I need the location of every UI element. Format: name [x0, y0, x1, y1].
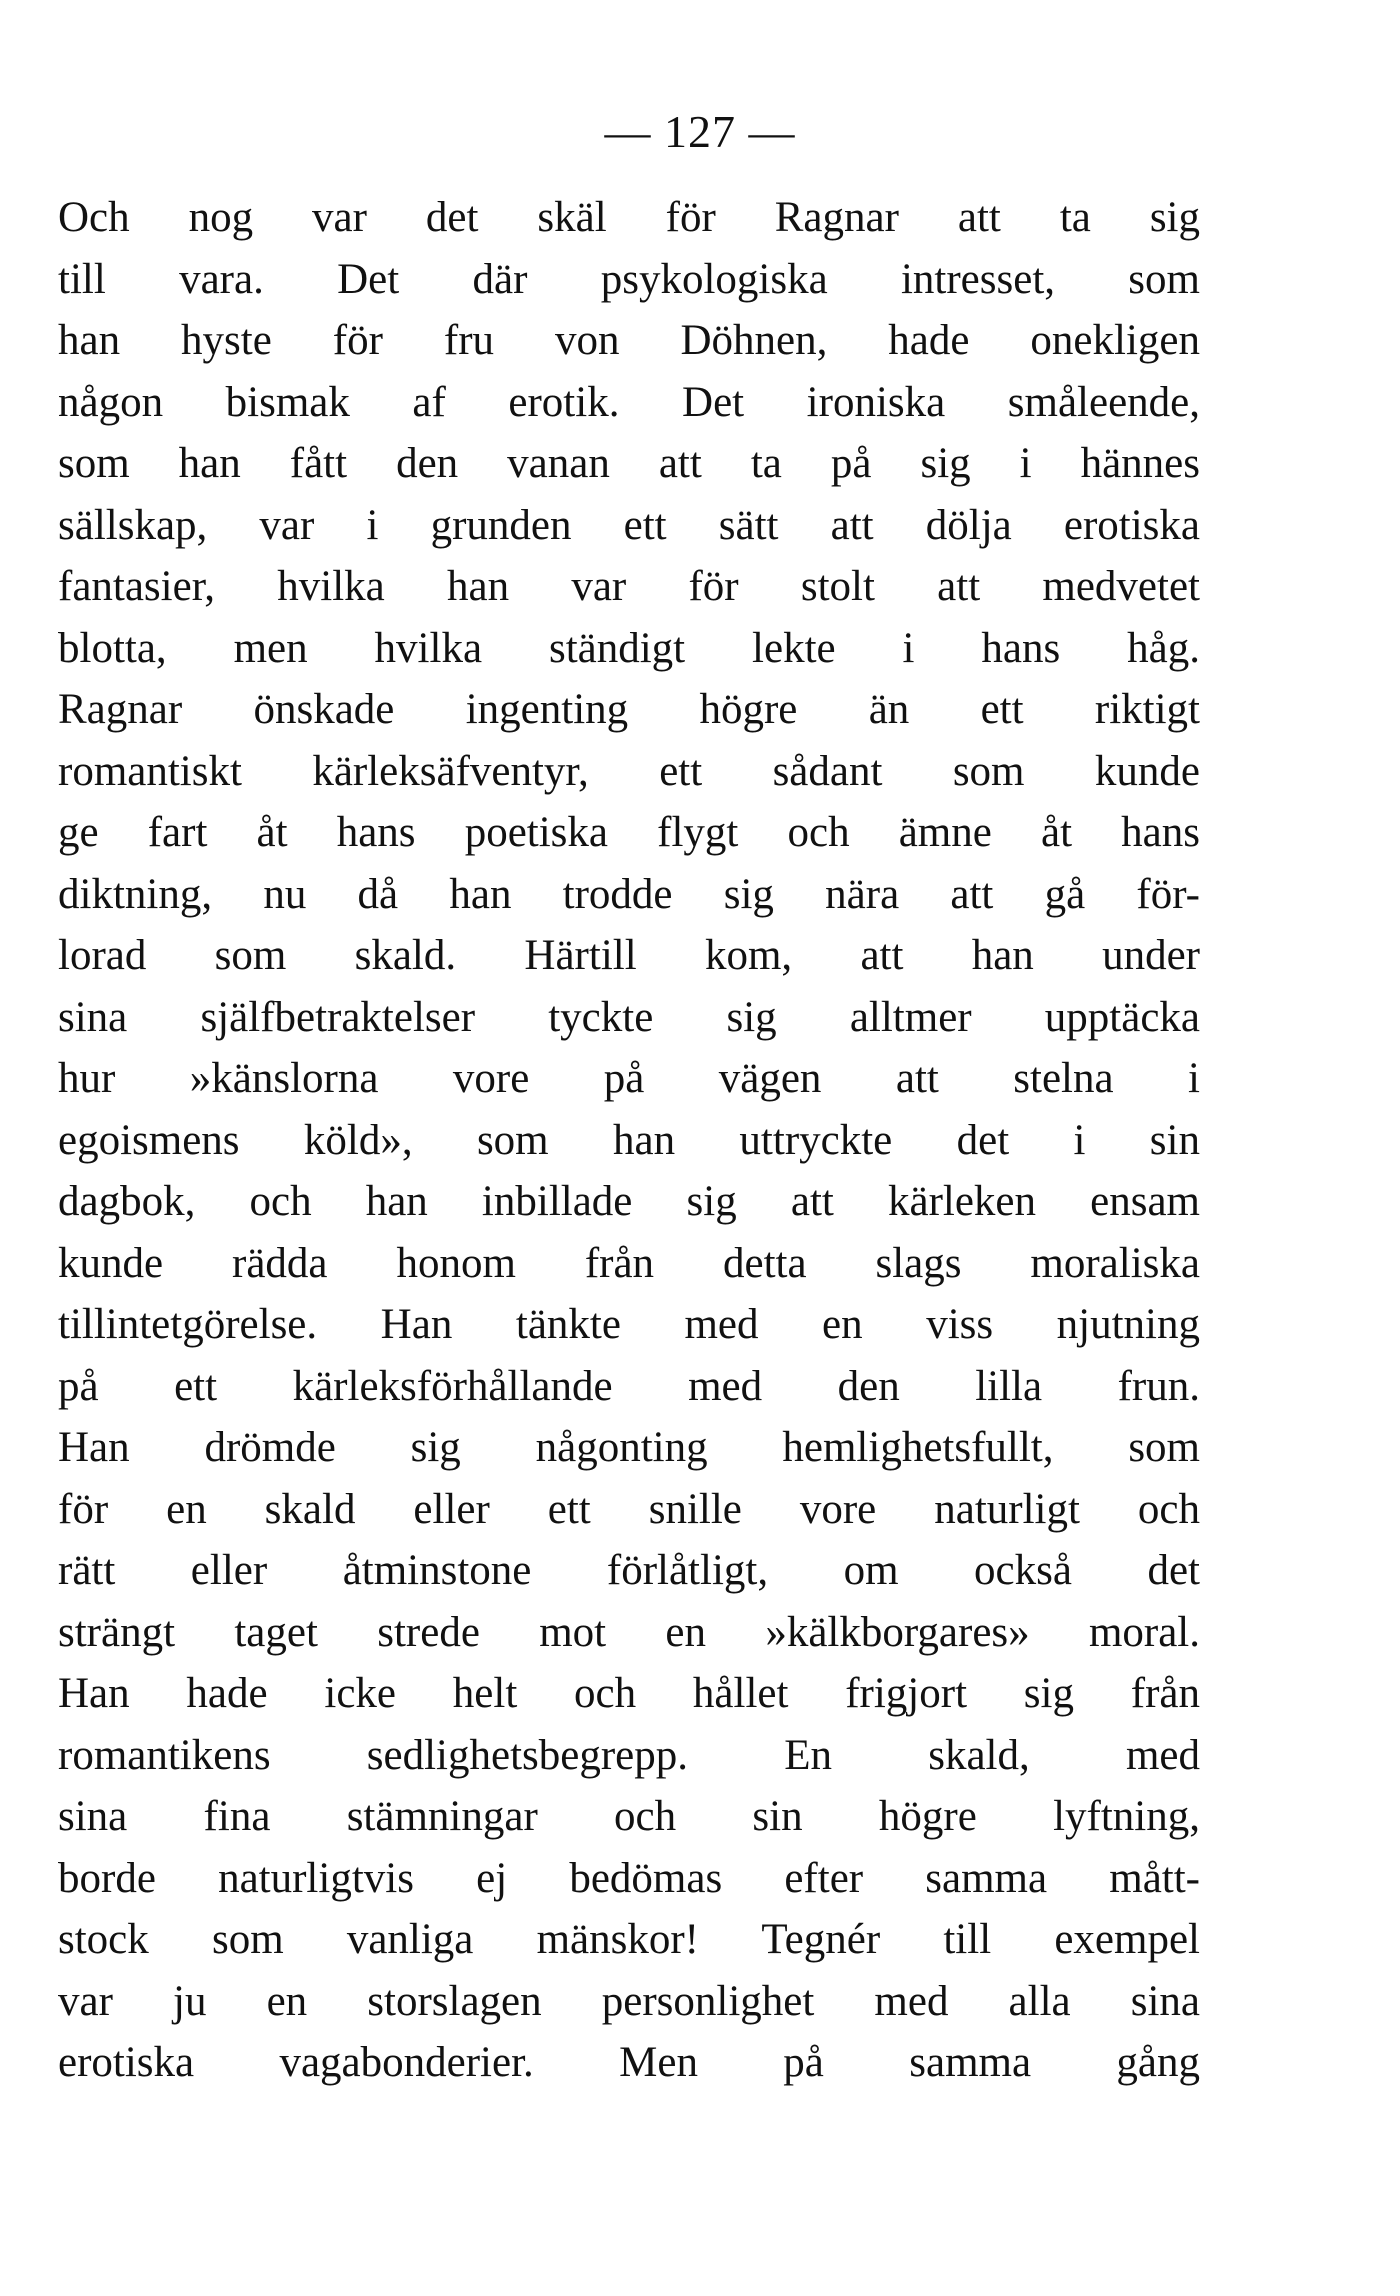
text-line: sina fina stämningar och sin högre lyftning, — [58, 1793, 1200, 1840]
text-line: till vara. Det där psykologiska intresset, som — [58, 255, 1200, 303]
text-line: rätt eller åtminstone förlåtligt, om också det — [58, 1547, 1200, 1594]
text-line: fantasier, hvilka han var för stolt att medvetet — [58, 563, 1200, 610]
text-line: borde naturligtvis ej bedömas efter samma mått- — [58, 1854, 1200, 1902]
text-line: stock som vanliga mänskor! Tegnér till exempel — [58, 1916, 1200, 1963]
text-line: strängt taget strede mot en »kälkborgares» moral. — [58, 1608, 1200, 1656]
text-line: han hyste för fru von Döhnen, hade onekligen — [58, 317, 1200, 364]
text-line: erotiska vagabonderier. Men på samma gång — [58, 2039, 1200, 2086]
text-line: egoismens köld», som han uttryckte det i sin — [58, 1116, 1200, 1164]
text-line: diktning, nu då han trodde sig nära att gå för- — [58, 870, 1200, 918]
text-line: ge fart åt hans poetiska flygt och ämne åt hans — [58, 809, 1200, 856]
text-line: var ju en storslagen personlighet med alla sina — [58, 1977, 1200, 2025]
text-line: kunde rädda honom från detta slags moraliska — [58, 1239, 1200, 1287]
text-line: Han hade icke helt och hållet frigjort sig från — [58, 1670, 1200, 1717]
text-line: för en skald eller ett snille vore naturligt och — [58, 1485, 1200, 1533]
body-text — [58, 187, 1200, 2094]
text-line: sällskap, var i grunden ett sätt att dölja erotiska — [58, 501, 1200, 549]
text-line: sina själfbetraktelser tyckte sig alltmer upptäcka — [58, 993, 1200, 1041]
text-line: tillintetgörelse. Han tänkte med en viss njutning — [58, 1301, 1200, 1348]
text-line: Ragnar önskade ingenting högre än ett riktigt — [58, 686, 1200, 733]
text-line: Och nog var det skäl för Ragnar att ta sig — [58, 194, 1200, 241]
text-line: lorad som skald. Härtill kom, att han under — [58, 932, 1200, 979]
text-line: Han drömde sig någonting hemlighetsfullt, som — [58, 1424, 1200, 1471]
text-line: romantiskt kärleksäfventyr, ett sådant som kunde — [58, 747, 1200, 795]
text-line: blotta, men hvilka ständigt lekte i hans håg. — [58, 624, 1200, 672]
text-line: hur »känslorna vore på vägen att stelna i — [58, 1055, 1200, 1102]
text-line: på ett kärleksförhållande med den lilla frun. — [58, 1362, 1200, 1410]
text-line: dagbok, och han inbillade sig att kärleken ensam — [58, 1178, 1200, 1225]
text-line: någon bismak af erotik. Det ironiska småleende, — [58, 378, 1200, 426]
page-number: — 127 — — [604, 106, 796, 157]
text-line: romantikens sedlighetsbegrepp. En skald, med — [58, 1731, 1200, 1779]
text-line: som han fått den vanan att ta på sig i hännes — [58, 440, 1200, 487]
